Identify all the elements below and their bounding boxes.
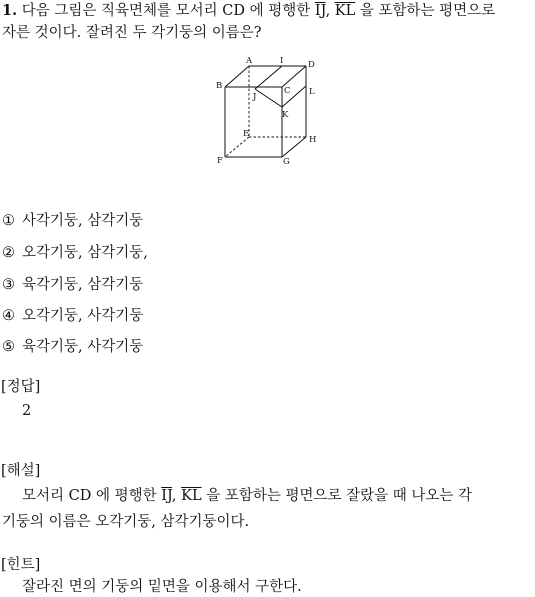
hint-heading: [힌트] xyxy=(1,557,41,573)
vertex-label-b: B xyxy=(216,81,223,91)
explanation-line-2: 기둥의 이름은 오각기둥, 삼각기둥이다. xyxy=(2,514,250,530)
question-text-part: 을 포함하는 평면으로 xyxy=(355,3,496,19)
choice-mark: ④ xyxy=(2,308,15,324)
vertex-label-a: A xyxy=(246,56,253,66)
vertex-label-j: J xyxy=(253,92,257,102)
hint-text: 잘라진 면의 기둥의 밑면을 이용해서 구한다. xyxy=(22,579,302,595)
answer-heading: [정답] xyxy=(1,379,41,395)
choice-mark: ③ xyxy=(2,277,15,293)
choice-mark: ① xyxy=(2,213,15,229)
question-text-part: 다음 그림은 직육면체를 모서리 CD 에 평행한 xyxy=(21,3,315,19)
vertex-label-k: K xyxy=(282,110,289,120)
vertex-label-f: F xyxy=(217,156,223,166)
vertex-label-h: H xyxy=(309,135,317,145)
choice-mark: ⑤ xyxy=(2,339,15,355)
segment-separator: , xyxy=(325,3,335,19)
vertex-label-e: E xyxy=(243,129,250,139)
question-number: 1. xyxy=(2,2,18,19)
vertex-label-i: I xyxy=(280,56,284,66)
explanation-heading: [해설] xyxy=(1,463,41,479)
choice-text: 오각기둥, 사각기둥 xyxy=(22,308,144,324)
vertex-label-c: C xyxy=(284,86,291,96)
choice-5[interactable] xyxy=(2,337,143,357)
choice-text: 육각기둥, 사각기둥 xyxy=(22,339,144,355)
cuboid-figure xyxy=(212,55,324,170)
vertex-label-d: D xyxy=(308,60,315,70)
segment-kl: $\overline{KL}$ xyxy=(181,488,202,504)
explanation-text-part: 모서리 CD 에 평행한 xyxy=(22,488,162,504)
explanation-text-part: 을 포함하는 평면으로 잘랐을 때 나오는 각 xyxy=(201,488,472,504)
segment-ij: $\overline{IJ}$ xyxy=(314,3,326,19)
choice-4[interactable] xyxy=(2,306,143,326)
answer-value: 2 xyxy=(22,403,32,419)
segment-kl: $\overline{KL}$ xyxy=(334,3,356,19)
choice-2[interactable] xyxy=(2,243,148,263)
question-line-1 xyxy=(2,1,495,21)
vertex-label-l: L xyxy=(309,87,315,97)
choice-text: 오각기둥, 삼각기둥, xyxy=(22,245,148,261)
segment-ij: $\overline{IJ}$ xyxy=(161,488,172,504)
vertex-label-g: G xyxy=(283,157,290,167)
segment-separator: , xyxy=(171,488,182,504)
choice-1[interactable] xyxy=(2,211,143,231)
choice-mark: ② xyxy=(2,245,15,261)
question-line-2: 자른 것이다. 잘려진 두 각기둥의 이름은? xyxy=(2,25,262,41)
choice-text: 사각기둥, 삼각기둥 xyxy=(22,213,144,229)
explanation-line-1 xyxy=(22,486,472,506)
choice-text: 육각기둥, 삼각기둥 xyxy=(22,277,144,293)
choice-3[interactable] xyxy=(2,275,143,295)
